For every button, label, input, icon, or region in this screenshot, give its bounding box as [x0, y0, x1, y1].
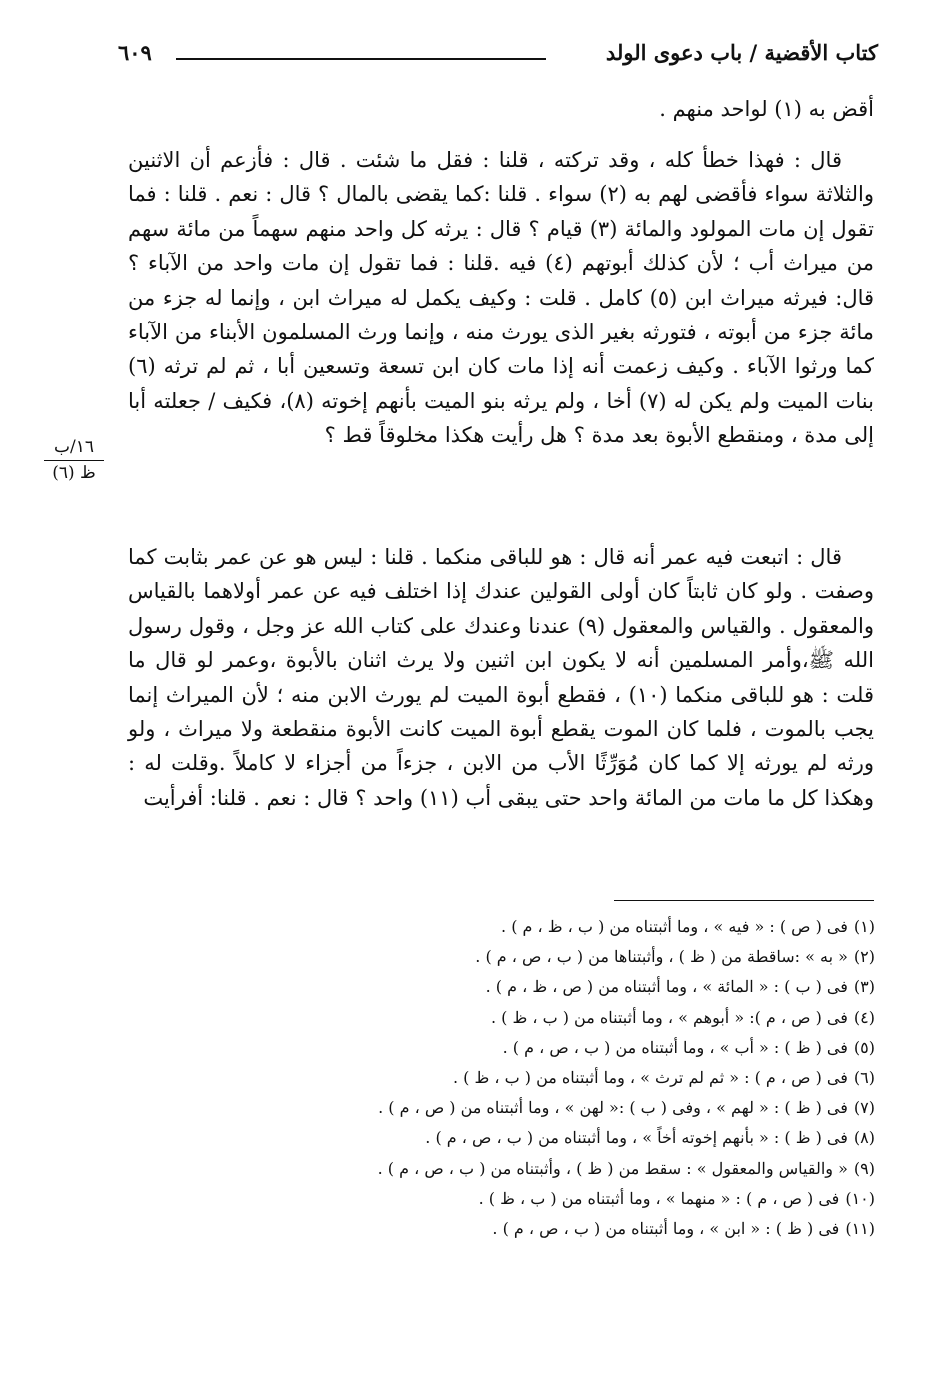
footnote-text: فى ( ص ، م ): « أبوهم » ، وما أثبتناه من ( ب ، ظ ) .: [490, 1007, 848, 1027]
footnote-text: « والقياس والمعقول » : سقط من ( ظ ) ، وأثبتناه من ( ب ، ص ، م ) .: [377, 1158, 848, 1178]
footnotes: [200, 912, 875, 1244]
paragraph-2: قال : اتبعت فيه عمر أنه قال : هو للباقى منكما . قلنا : ليس هو عن عمر بثابت كما وصفت . ولو كان ثابتاً كان أولى القولين عندك إذا اختلف فيه عن عمر أولاهما بالقياس والمعقول . والقياس والمعقول (٩) عندنا وعندك على كتاب الله عز وجل ، وقول رسول الله ﷺ،وأمر المسلمين أنه لا يكون ابن اثنين ولا يرث اثنان بالأبوة ،وعمر لو قال ما قلت : هو للباقى منكما (١٠) ، فقطع أبوة الميت لم يورث الابن منه ؛ لأن الميراث إنما يجب بالموت ، فلما كان الموت يقطع أبوة الميت كانت الأبوة منقطعة ولا ميراث ، ولو ورثه لم يورثه إلا كما كان مُوَرِّثًا الأب من الابن ، جزءاً من أجزاء لا كاملاً .وقلت له : وهكذا كل ما مات من المائة واحد حتى يبقى أب (١١) واحد ؟ قال : نعم . قلنا: أفرأيت: [128, 545, 875, 810]
footnote-item: [200, 1063, 875, 1093]
footnote-text: فى ( ظ ) : « أب » ، وما أثبتناه من ( ب ، ص ، م ) .: [502, 1037, 848, 1057]
footnote-item: [200, 1003, 875, 1033]
footnote-text: فى ( ظ ) : « لهم » ، وفى ( ب ) :« لهن » ، وما أثبتناه من ( ص ، م ) .: [378, 1098, 848, 1118]
footnote-number: (٢): [853, 947, 875, 967]
running-header: [118, 36, 878, 72]
footnote-item: [200, 1154, 875, 1184]
paragraph-1: قال : فهذا خطأ كله ، وقد تركته ، قلنا : فقل ما شئت . قال : فأزعم أن الاثنين والثلاثة سواء فأقضى لهم به (٢) سواء . قلنا :كما يقضى بالمال ؟ قال : نعم . قلنا : فما تقول إن مات المولود والمائة (٣) قيام ؟ قال : يرثه كل واحد منهم سهماً من مائة سهم من ميراث أب ؛ لأن كذلك أبوتهم (٤) فيه .قلنا : فما تقول إن مات واحد من الآباء ؟ قال: فيرثه ميراث ابن (٥) كامل . قلت : وكيف يكمل له ميراث ابن ، وإنما له جزء من مائة جزء من أبوته ، فتورثه بغير الذى يورث منه ، وإنما ورث المسلمون الأبناء من الآباء كما ورثوا الآباء . وكيف زعمت أنه إذا مات كان ابن تسعة وتسعين أبا ، ثم لم ترثه (٦) بنات الميت ولم يكن له (٧) أخا ، ولم يرثه بنو الميت بأنهم إخوته (٨)، فكيف / جعلته أبا إلى مدة ، ومنقطع الأبوة بعد مدة ؟ هل رأيت هكذا مخلوقاً قط ؟: [128, 148, 875, 448]
footnote-text: فى ( ظ ) : « بأنهم إخوته أخاً » ، وما أثبتناه من ( ب ، ص ، م ) .: [425, 1128, 848, 1148]
footnote-item: [200, 1033, 875, 1063]
header-title: كتاب الأقضية / باب دعوى الولد: [605, 40, 878, 65]
footnote-text: فى ( ظ ) : « ابن » ، وما أثبتناه من ( ب ، ص ، م ) .: [492, 1219, 840, 1239]
margin-ref-bottom: ظ (٦): [52, 463, 96, 483]
footnote-number: (٩): [853, 1158, 875, 1178]
footnote-number: (٧): [853, 1098, 875, 1118]
footnote-item: [200, 942, 875, 972]
footnote-text: فى ( ب ) : « المائة » ، وما أثبتناه من ( ص ، ظ ، م ) .: [485, 977, 848, 997]
margin-manuscript-ref: [44, 436, 104, 484]
page-number: ٦٠٩: [118, 40, 152, 65]
paragraph-continuation: أقض به (١) لواحد منهم .: [659, 97, 874, 121]
footnote-number: (٨): [853, 1128, 875, 1148]
footnote-number: (١): [853, 917, 875, 936]
footnote-item: [200, 1214, 875, 1244]
footnote-item: [200, 972, 875, 1002]
footnote-number: (١١): [845, 1219, 875, 1239]
footnote-text: فى ( ص ، م ) : « منهما » ، وما أثبتناه من ( ب ، ظ ) .: [478, 1188, 840, 1208]
footnote-divider: [614, 900, 874, 901]
footnote-number: (٥): [853, 1037, 875, 1057]
footnote-text: فى ( ص ، م ) : « ثم لم ترث » ، وما أثبتناه من ( ب ، ظ ) .: [452, 1068, 848, 1088]
footnote-number: (٣): [853, 977, 875, 997]
footnote-number: (١٠): [845, 1188, 875, 1208]
footnote-number: (٦): [853, 1068, 875, 1088]
footnote-item: [200, 1123, 875, 1153]
header-rule: [176, 58, 546, 60]
footnote-item: [200, 1093, 875, 1123]
footnote-text: فى ( ص ) : « فيه » ، وما أثبتناه من ( ب ، ظ ، م ) .: [501, 917, 848, 936]
footnote-number: (٤): [853, 1007, 875, 1027]
margin-ref-top: ١٦/ب: [44, 436, 104, 461]
footnote-text: « به » :ساقطة من ( ظ ) ، وأثبتناها من ( ب ، ص ، م ) .: [475, 947, 848, 967]
footnote-item: [200, 912, 875, 942]
footnote-item: [200, 1184, 875, 1214]
